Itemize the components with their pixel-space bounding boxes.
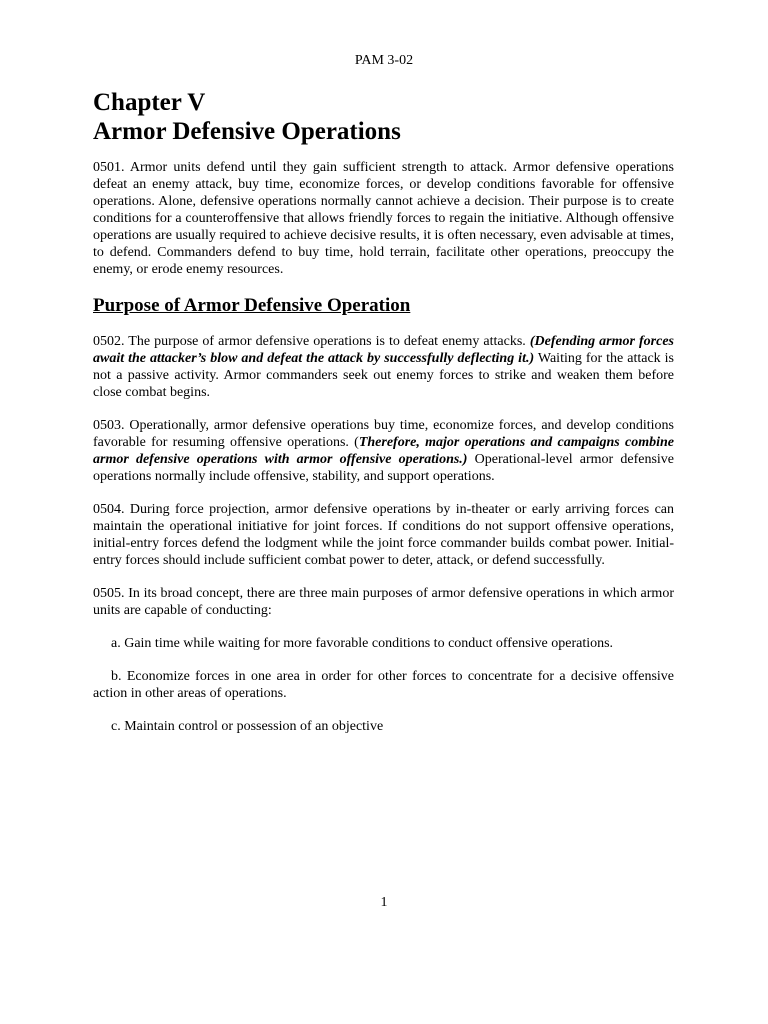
chapter-number: Chapter V xyxy=(93,89,206,116)
section-heading: Purpose of Armor Defensive Operation xyxy=(93,295,411,316)
paragraph-0502 xyxy=(93,333,674,401)
page-number: 1 xyxy=(380,895,388,910)
list-item-b: b. Economize forces in one area in order for other forces to concentrate for a decisive offensive action in other areas of operations. xyxy=(93,669,674,701)
paragraph-0505: 0505. In its broad concept, there are three main purposes of armor defensive operations in which armor units are capable of conducting: xyxy=(93,586,674,618)
paragraph-0503-lead: 0503. Operationally, armor defensive operations buy time, economize forces, and develop conditions favorable for resuming offensive operations. ( xyxy=(93,418,674,450)
paragraph-0503-tail: Operational-level armor defensive operations normally include offensive, stability, and support operations. xyxy=(93,452,674,484)
chapter-title xyxy=(93,88,674,146)
paragraph-0501: 0501. Armor units defend until they gain sufficient strength to attack. Armor defensive operations defeat an enemy attack, buy time, economize forces, or develop conditions favorable for offensive operations. Alone, defensive operations normally cannot achieve a decision. Their purpose is to create conditions for a counteroffensive that allows friendly forces to regain the initiative. Although offensive operations are usually required to achieve decisive results, it is often necessary, even advisable at times, to defend. Commanders defend to buy time, hold terrain, facilitate other operations, preoccupy the enemy, or erode enemy resources. xyxy=(93,160,674,277)
page-content xyxy=(93,88,674,735)
page-header: PAM 3-02 xyxy=(354,53,414,68)
chapter-name: Armor Defensive Operations xyxy=(93,118,401,145)
paragraph-0502-lead: 0502. The purpose of armor defensive operations is to defeat enemy attacks. xyxy=(93,334,530,349)
list-item-c: c. Maintain control or possession of an objective xyxy=(111,719,384,734)
paragraph-0503 xyxy=(93,417,674,485)
list-item-a: a. Gain time while waiting for more favorable conditions to conduct offensive operations. xyxy=(111,636,614,651)
paragraph-0503-emphasis: Therefore, major operations and campaigns combine armor defensive operations with armor offensive operations.) xyxy=(93,435,674,467)
paragraph-0502-emphasis: (Defending armor forces await the attacker’s blow and defeat the attack by successfully deflecting it.) xyxy=(93,334,674,366)
paragraph-0502-tail: Waiting for the attack is not a passive activity. Armor commanders seek out enemy forces to strike and weaken them before close combat begins. xyxy=(93,351,674,400)
paragraph-0504: 0504. During force projection, armor defensive operations by in-theater or early arriving forces can maintain the operational initiative for joint forces. If conditions do not support offensive operations, initial-entry forces defend the lodgment while the joint force commander builds combat power. Initial-entry forces should include sufficient combat power to deter, attack, or defend successfully. xyxy=(93,502,674,568)
